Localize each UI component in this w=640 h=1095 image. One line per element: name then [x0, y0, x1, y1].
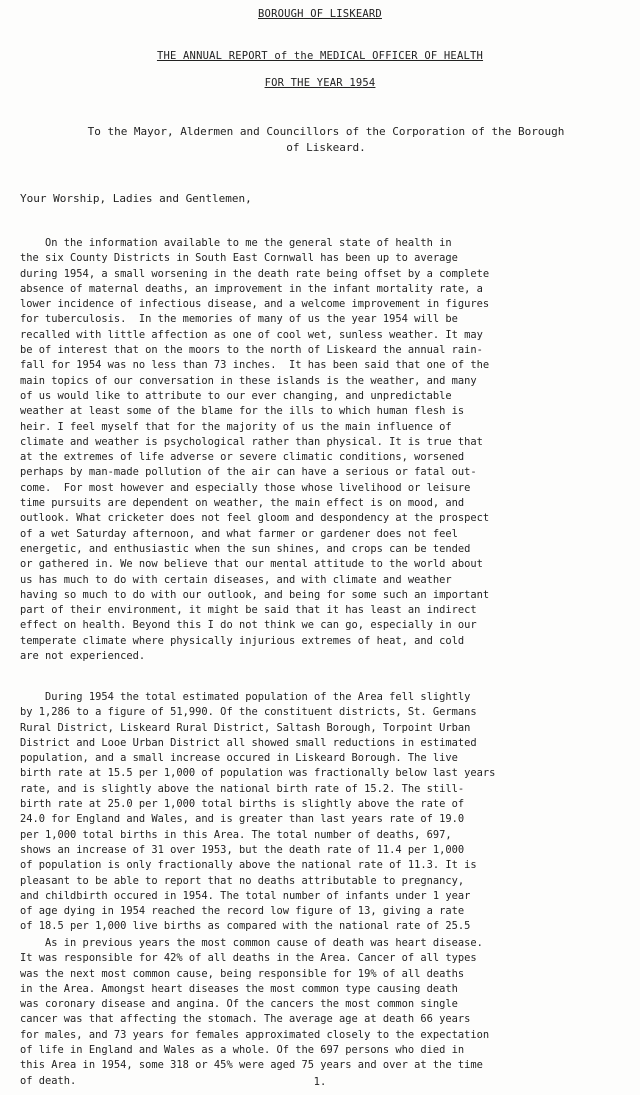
- page-number: 1.: [313, 1076, 327, 1088]
- report-title: THE ANNUAL REPORT of the MEDICAL OFFICER OF HEALTH: [156, 50, 484, 62]
- paragraph-health-and-weather: On the information available to me the general state of health in the six County Districts in South East Cornwall has been up to average during 1954, a small worsening in the death rate being offset by a complete absence of maternal deaths, an improvement in the infant mortality rate, a lower incidence of infectious disease, and a welcome improvement in figures for tuberculosis. In the memories of many of us the year 1954 will be recalled with little affection as one of cool wet, sunless weather. It may be of interest that on the moors to the north of Liskeard the annual rain- fall for 1954 was no less than 73 inches. It has been said that one of the main topics of our conversation in these islands is the weather, and many of us would like to attribute to our ever changing, and unpredictable weather at least some of the blame for the ills to which human flesh is heir. I feel myself that for the majority of us the main influence of climate and weather is psychological rather than physical. It is true that at the extremes of life adverse or severe climatic conditions, worsened perhaps by man-made pollution of the air can have a serious or fatal out- come. For most however and especially those whose livelihood or leisure time pursuits are dependent on weather, the main effect is on mood, and outlook. What cricketer does not feel gloom and despondency at the prospect of a wet Saturday afternoon, and what farmer or gardener does not feel energetic, and enthusiastic when the sun shines, and crops can be tended or gathered in. We now believe that our mental attitude to the world about us has much to do with certain diseases, and with climate and weather having so much to do with our outlook, and being for some such an important part of their environment, it might be said that it has least an indirect effect on health. Beyond this I do not think we can go, especially in our temperate climate where physically injurious extremes of heat, and cold are not experienced.: [20, 237, 490, 663]
- paragraph-causes-of-death: As in previous years the most common cause of death was heart disease. It was responsible for 42% of all deaths in the Area. Cancer of all types was the next most common cause, being responsible for 19% of all deaths in the Area. Amongst heart diseases the most common type causing death was coronary disease and angina. Of the cancers the most common single cancer was that affecting the stomach. The average age at death 66 years for males, and 73 years for females approximated closely to the expectation of life in England and Wales as a whole. Of the 697 persons who died in this Area in 1954, some 318 or 45% were aged 75 years and over at the time of death.: [20, 937, 490, 1087]
- address-line: To the Mayor, Aldermen and Councillors of the Corporation of the Borough of Liskeard.: [87, 125, 565, 154]
- salutation: Your Worship, Ladies and Gentlemen,: [20, 192, 252, 205]
- paragraph-population-and-births: During 1954 the total estimated population of the Area fell slightly by 1,286 to a figure of 51,990. Of the constituent districts, St. Germans Rural District, Liskeard Rural District, Saltash Borough, Torpoint Urban District and Looe Urban District all showed small reductions in estimated population, and a small increase occured in Liskeard Borough. The live birth rate at 15.5 per 1,000 of population was fractionally below last years rate, and is slightly above the national birth rate of 15.2. The still- birth rate at 25.0 per 1,000 total births is slightly above the rate of 24.0 for England and Wales, and is greater than last years rate of 19.0 per 1,000 total births in this Area. The total number of deaths, 697, shows an increase of 31 over 1953, but the death rate of 11.4 per 1,000 of population is only fractionally above the national rate of 11.3. It is pleasant to be able to report that no deaths attributable to pregnancy, and childbirth occured in 1954. The total number of infants under 1 year of age dying in 1954 reached the record low figure of 13, giving a rate of 18.5 per 1,000 live births as compared with the national rate of 25.5: [20, 691, 496, 933]
- borough-heading: BOROUGH OF LISKEARD: [258, 8, 382, 20]
- report-year: FOR THE YEAR 1954: [264, 77, 376, 89]
